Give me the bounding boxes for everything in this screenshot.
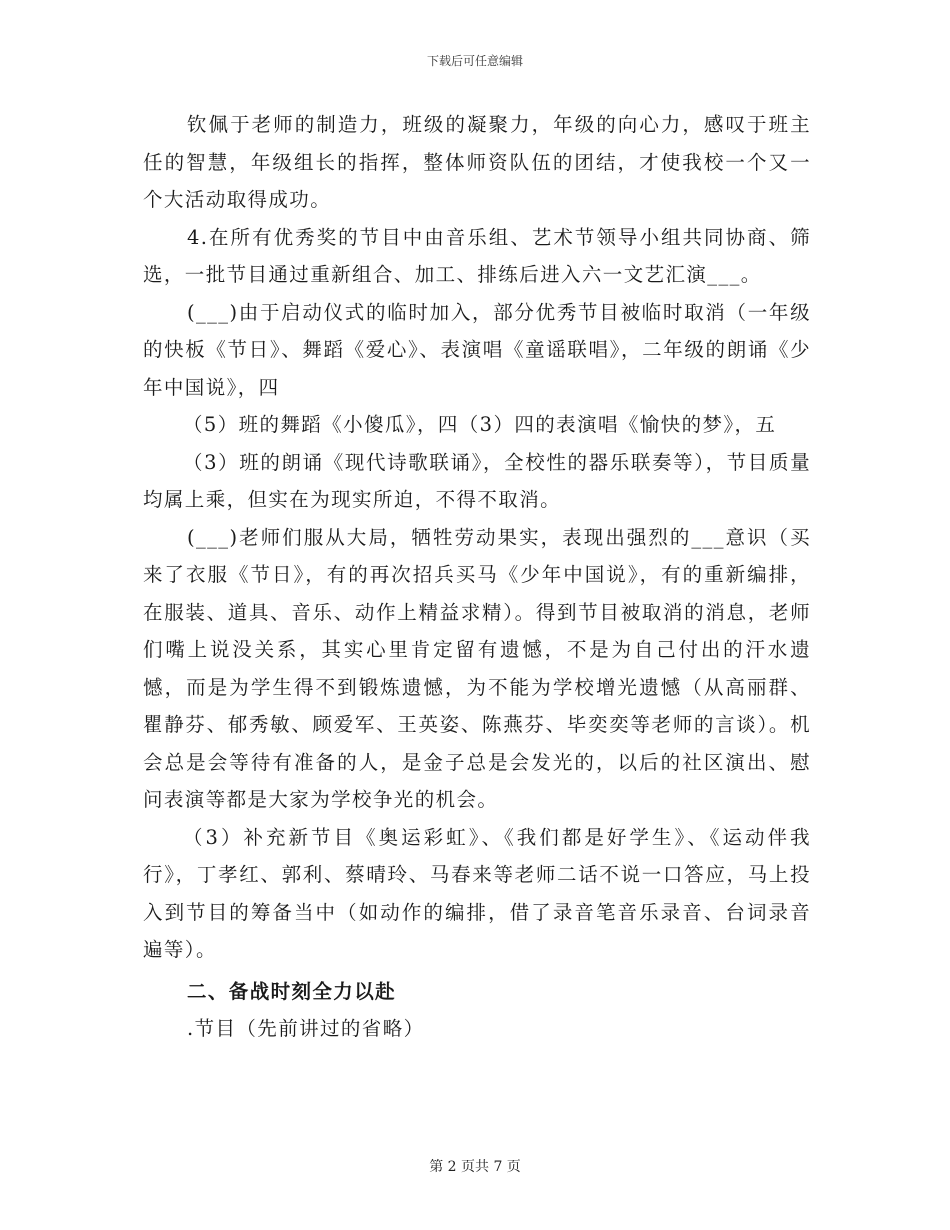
page-footer: 第 2 页共 7 页 [429, 1159, 521, 1175]
paragraph-praise: 钦佩于老师的制造力，班级的凝聚力，年级的向心力，感叹于班主任的智慧，年级组长的指挥，整体师资队伍的团结，才使我校一个又一个大活动取得成功。 [143, 113, 811, 211]
page-header: 下载后可任意编辑 [426, 54, 523, 68]
paragraph-item-4: 4.在所有优秀奖的节目中由音乐组、艺术节领导小组共同协商、筛选，一批节目通过重新组合、加工、排练后进入六一文艺汇演___。 [143, 225, 811, 286]
paragraph-class-5: （5）班的舞蹈《小傻瓜》，四（3）四的表演唱《愉快的梦》，五 [183, 413, 777, 436]
document-body [143, 106, 811, 1048]
section-heading: 二、备战时刻全力以赴 [187, 979, 397, 1003]
paragraph-teachers: (___)老师们服从大局，牺牲劳动果实，表现出强烈的___意识（买来了衣服《节日》，有的再次招兵买马《少年中国说》，有的重新编排，在服装、道具、音乐、动作上精益求精）。得到节目被取消的消息，老师们嘴上说没关系，其实心里肯定留有遗憾，不是为自己付出的汗水遗憾，而是为学生得不到锻炼遗憾，为不能为学校增光遗憾（从高丽群、瞿静芬、郁秀敏、顾爱军、王英姿、陈燕芬、毕奕奕等老师的言谈）。机会总是会等待有准备的人，是金子总是会发光的，以后的社区演出、慰问表演等都是大家为学校争光的机会。 [143, 525, 811, 811]
paragraph-new-programs: （3）补充新节目《奥运彩虹》、《我们都是好学生》、《运动伴我行》，丁孝红、郭利、蔡晴玲、马春来等老师二话不说一口答应，马上投入到节目的筹备当中（如动作的编排，借了录音笔音乐录音、台词录音遍等）。 [143, 825, 811, 961]
paragraph-programs-note: .节目（先前讲过的省略） [187, 1017, 425, 1040]
paragraph-class-3: （3）班的朗诵《现代诗歌联诵》，全校性的器乐联奏等），节目质量均属上乘，但实在为现实所迫，不得不取消。 [143, 450, 811, 511]
paragraph-cancelled-programs: (___)由于启动仪式的临时加入，部分优秀节目被临时取消（一年级的快板《节日》、舞蹈《爱心》、表演唱《童谣联唱》，二年级的朗诵《少年中国说》，四 [143, 300, 811, 399]
